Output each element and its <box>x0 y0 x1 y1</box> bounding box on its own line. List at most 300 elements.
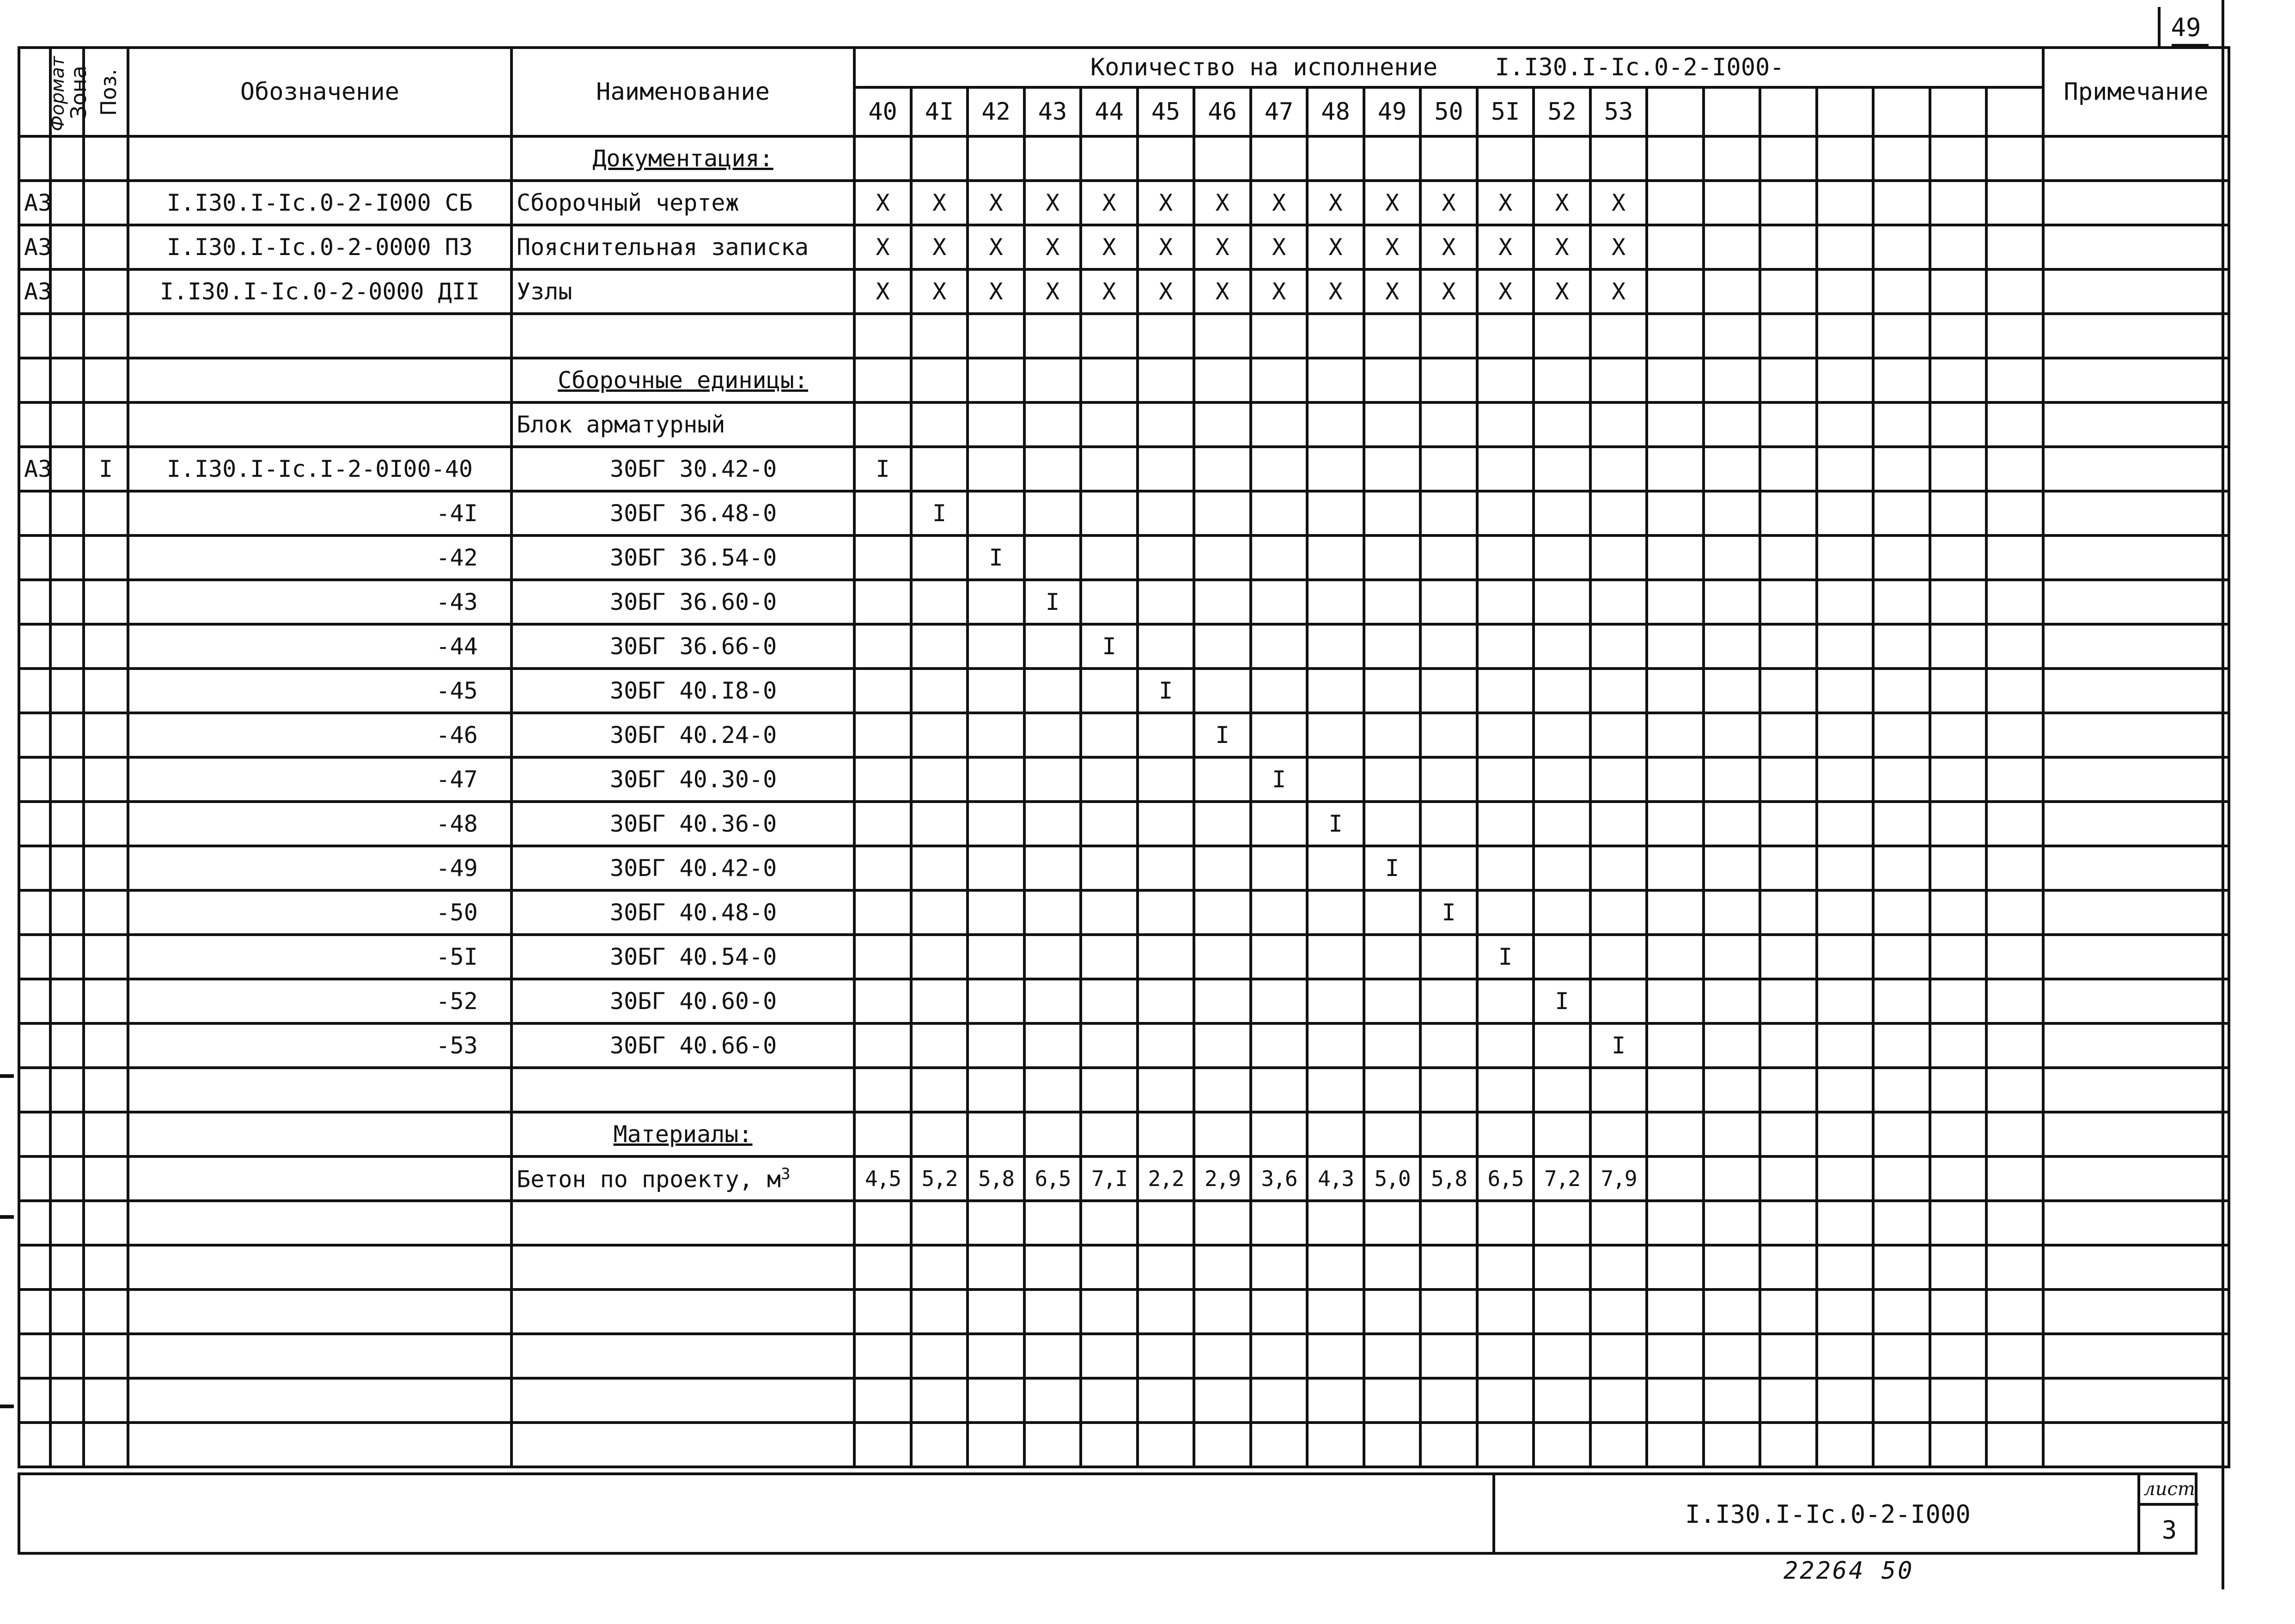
quantity-cell <box>1817 1334 1873 1378</box>
name-text: 30БГ 40.I8-0 <box>610 677 777 704</box>
quantity-cell <box>1194 1334 1251 1378</box>
quantity-cell <box>1534 890 1590 935</box>
format-cell <box>19 802 50 846</box>
quantity-cell <box>1760 802 1817 846</box>
name-text: 30БГ 40.60-0 <box>610 988 777 1015</box>
variant-header-cell <box>1930 87 1986 136</box>
quantity-cell <box>1986 447 2043 491</box>
quantity-cell <box>1534 935 1590 979</box>
format-cell <box>19 1289 50 1334</box>
quantity-cell <box>1477 136 1534 181</box>
note-cell <box>2043 402 2229 447</box>
quantity-cell <box>1760 1023 1817 1068</box>
pos-cell <box>84 402 128 447</box>
variant-header-cell: 43 <box>1024 87 1081 136</box>
quantity-cell <box>1817 669 1873 713</box>
quantity-cell <box>1930 1378 1986 1423</box>
quantity-cell <box>1420 1245 1477 1289</box>
quantity-cell <box>1251 491 1307 535</box>
quantity-cell <box>1817 402 1873 447</box>
quantity-cell <box>1251 1245 1307 1289</box>
quantity-cell <box>968 491 1024 535</box>
quantity-cell <box>854 314 911 358</box>
quantity-cell <box>1760 669 1817 713</box>
name-cell <box>511 802 854 846</box>
quantity-cell <box>1930 1112 1986 1156</box>
quantity-cell <box>1251 580 1307 624</box>
quantity-cell <box>1760 713 1817 757</box>
quantity-cell <box>1251 358 1307 402</box>
zone-cell <box>50 136 84 181</box>
quantity-cell <box>1873 269 1930 314</box>
pos-cell <box>84 1378 128 1423</box>
quantity-cell <box>1420 1378 1477 1423</box>
designation-cell <box>128 1378 511 1423</box>
quantity-cell <box>1873 757 1930 802</box>
quantity-cell <box>1930 491 1986 535</box>
designation-cell <box>128 1245 511 1289</box>
pos-cell <box>84 1201 128 1245</box>
quantity-cell <box>1704 225 1760 269</box>
quantity-cell <box>1194 802 1251 846</box>
quantity-cell <box>968 802 1024 846</box>
quantity-cell <box>1364 535 1420 580</box>
quantity-cell <box>854 1289 911 1334</box>
quantity-cell <box>1251 1112 1307 1156</box>
note-cell <box>2043 1156 2229 1201</box>
quantity-cell <box>854 890 911 935</box>
quantity-cell <box>1251 402 1307 447</box>
quantity-cell <box>1024 535 1081 580</box>
designation-cell <box>128 1289 511 1334</box>
quantity-cell: 7,I <box>1081 1156 1138 1201</box>
quantity-cell <box>1024 802 1081 846</box>
quantity-cell: Х <box>911 181 968 225</box>
quantity-cell <box>1986 491 2043 535</box>
pos-cell <box>84 1423 128 1467</box>
name-text: 30БГ 40.66-0 <box>610 1032 777 1059</box>
format-cell: А3 <box>19 225 50 269</box>
zone-cell <box>50 713 84 757</box>
pos-cell <box>84 669 128 713</box>
zone-cell <box>50 1156 84 1201</box>
quantity-cell <box>1420 447 1477 491</box>
quantity-cell <box>968 979 1024 1023</box>
quantity-cell <box>1590 669 1647 713</box>
quantity-cell <box>1760 1334 1817 1378</box>
table-row <box>19 979 2229 1023</box>
quantity-cell <box>1307 136 1364 181</box>
quantity-cell <box>1986 1289 2043 1334</box>
quantity-cell <box>1364 314 1420 358</box>
quantity-cell <box>1477 1289 1534 1334</box>
quantity-cell <box>1307 1201 1364 1245</box>
quantity-cell <box>1986 1201 2043 1245</box>
quantity-cell <box>1873 314 1930 358</box>
note-cell <box>2043 1023 2229 1068</box>
quantity-cell <box>1251 535 1307 580</box>
quantity-cell <box>968 402 1024 447</box>
quantity-cell <box>1420 535 1477 580</box>
quantity-cell <box>968 1245 1024 1289</box>
name-cell <box>511 890 854 935</box>
quantity-cell <box>1420 979 1477 1023</box>
variant-header-cell: 45 <box>1138 87 1194 136</box>
quantity-cell <box>1986 580 2043 624</box>
quantity-cell <box>1986 1112 2043 1156</box>
quantity-cell <box>1477 890 1534 935</box>
format-cell <box>19 1023 50 1068</box>
quantity-cell <box>1024 491 1081 535</box>
quantity-cell <box>1420 1201 1477 1245</box>
quantity-cell <box>1647 1289 1704 1334</box>
quantity-cell <box>1704 1423 1760 1467</box>
designation-cell: -47 <box>128 757 511 802</box>
quantity-cell <box>1817 225 1873 269</box>
table-row <box>19 447 2229 491</box>
quantity-cell: Х <box>1251 181 1307 225</box>
quantity-cell <box>854 1334 911 1378</box>
note-cell <box>2043 225 2229 269</box>
quantity-cell <box>1930 358 1986 402</box>
quantity-cell <box>968 1423 1024 1467</box>
quantity-cell <box>1930 802 1986 846</box>
quantity-cell <box>1647 1068 1704 1112</box>
pos-cell <box>84 535 128 580</box>
name-cell <box>511 491 854 535</box>
quantity-cell <box>1986 225 2043 269</box>
quantity-cell <box>1534 802 1590 846</box>
quantity-cell <box>1647 890 1704 935</box>
zone-cell <box>50 979 84 1023</box>
quantity-cell <box>911 447 968 491</box>
name-text: Пояснительная записка <box>517 234 809 261</box>
table-row <box>19 269 2229 314</box>
quantity-cell <box>1930 1156 1986 1201</box>
quantity-cell <box>1930 846 1986 890</box>
quantity-cell <box>1477 713 1534 757</box>
quantity-cell <box>1930 225 1986 269</box>
quantity-cell <box>1534 1112 1590 1156</box>
quantity-cell <box>1477 447 1534 491</box>
quantity-cell <box>1477 979 1534 1023</box>
quantity-cell <box>1307 1068 1364 1112</box>
format-cell <box>19 314 50 358</box>
variant-header-cell <box>1873 87 1930 136</box>
quantity-cell <box>1138 535 1194 580</box>
quantity-cell <box>1194 1023 1251 1068</box>
name-text: 30БГ 40.24-0 <box>610 722 777 748</box>
pos-cell <box>84 1156 128 1201</box>
note-cell <box>2043 669 2229 713</box>
quantity-cell <box>1817 624 1873 669</box>
quantity-cell <box>1647 1023 1704 1068</box>
quantity-cell <box>1986 1156 2043 1201</box>
pos-cell <box>84 1112 128 1156</box>
quantity-cell <box>968 580 1024 624</box>
quantity-cell <box>1590 890 1647 935</box>
quantity-cell <box>854 757 911 802</box>
quantity-cell <box>968 846 1024 890</box>
quantity-cell: I <box>911 491 968 535</box>
quantity-cell <box>1024 1423 1081 1467</box>
quantity-cell <box>1873 491 1930 535</box>
quantity-cell <box>1873 1156 1930 1201</box>
quantity-cell <box>911 935 968 979</box>
zone-cell <box>50 1112 84 1156</box>
quantity-cell <box>854 935 911 979</box>
pos-cell <box>84 1068 128 1112</box>
quantity-cell <box>1194 1068 1251 1112</box>
designation-cell: I.I30.I-Ic.0-2-0000 ПЗ <box>128 225 511 269</box>
quantity-cell <box>1760 890 1817 935</box>
quantity-cell <box>1364 447 1420 491</box>
quantity-cell <box>1817 358 1873 402</box>
table-row <box>19 1023 2229 1068</box>
quantity-cell <box>1307 535 1364 580</box>
table-row <box>19 624 2229 669</box>
quantity-cell <box>1024 1245 1081 1289</box>
variant-header-cell: 46 <box>1194 87 1251 136</box>
quantity-cell <box>1534 1201 1590 1245</box>
zone-cell <box>50 1201 84 1245</box>
quantity-cell <box>1760 491 1817 535</box>
quantity-cell <box>1647 580 1704 624</box>
quantity-cell <box>1590 402 1647 447</box>
table-row <box>19 935 2229 979</box>
format-cell <box>19 935 50 979</box>
quantity-cell <box>1760 1289 1817 1334</box>
quantity-cell <box>1986 624 2043 669</box>
quantity-cell <box>1420 1023 1477 1068</box>
quantity-cell <box>1251 713 1307 757</box>
pos-cell <box>84 225 128 269</box>
designation-cell <box>128 1112 511 1156</box>
margin-tick <box>0 1405 14 1408</box>
quantity-cell <box>968 1023 1024 1068</box>
quantity-cell <box>1024 757 1081 802</box>
quantity-cell <box>1704 1245 1760 1289</box>
name-text: 30БГ 36.66-0 <box>610 633 777 660</box>
quantity-cell <box>1647 1378 1704 1423</box>
quantity-cell <box>1307 1378 1364 1423</box>
quantity-cell <box>911 713 968 757</box>
note-cell <box>2043 979 2229 1023</box>
quantity-cell <box>1760 846 1817 890</box>
quantity-cell: I <box>1590 1023 1647 1068</box>
quantity-cell: Х <box>968 225 1024 269</box>
quantity-cell <box>1704 535 1760 580</box>
header-quantity-label: Количество на исполнение <box>1090 54 1438 81</box>
quantity-cell <box>1138 358 1194 402</box>
quantity-cell <box>1704 402 1760 447</box>
quantity-cell: 2,9 <box>1194 1156 1251 1201</box>
quantity-cell <box>1760 314 1817 358</box>
quantity-cell <box>1986 402 2043 447</box>
header-pos: Поз. <box>84 48 128 136</box>
variant-header-cell: 4I <box>911 87 968 136</box>
quantity-cell <box>1817 713 1873 757</box>
quantity-cell <box>1590 1423 1647 1467</box>
quantity-cell <box>1760 935 1817 979</box>
quantity-cell <box>1873 935 1930 979</box>
quantity-cell <box>1873 1289 1930 1334</box>
quantity-cell <box>1307 1334 1364 1378</box>
quantity-cell <box>1534 1378 1590 1423</box>
zone-cell <box>50 1245 84 1289</box>
quantity-cell: Х <box>1194 269 1251 314</box>
quantity-cell <box>1138 1068 1194 1112</box>
quantity-cell <box>1704 181 1760 225</box>
name-text: 30БГ 30.42-0 <box>610 456 777 482</box>
quantity-cell <box>1817 1201 1873 1245</box>
quantity-cell: 4,5 <box>854 1156 911 1201</box>
quantity-cell <box>1364 1068 1420 1112</box>
quantity-cell <box>968 358 1024 402</box>
header-quantity-code: I.I30.I-Ic.0-2-I000- <box>1495 54 1784 81</box>
quantity-cell <box>1081 535 1138 580</box>
quantity-cell <box>1647 757 1704 802</box>
table-row <box>19 136 2229 181</box>
table-header-row <box>19 48 2229 87</box>
quantity-cell <box>1024 402 1081 447</box>
quantity-cell <box>1986 713 2043 757</box>
quantity-cell <box>1477 1378 1534 1423</box>
quantity-cell <box>1081 1201 1138 1245</box>
quantity-cell <box>1760 181 1817 225</box>
quantity-cell <box>1986 136 2043 181</box>
name-cell <box>511 225 854 269</box>
quantity-cell <box>1590 802 1647 846</box>
quantity-cell <box>1534 535 1590 580</box>
quantity-cell <box>1194 757 1251 802</box>
note-cell <box>2043 757 2229 802</box>
pos-cell <box>84 580 128 624</box>
name-cell <box>511 624 854 669</box>
quantity-cell <box>1081 1289 1138 1334</box>
quantity-cell <box>968 314 1024 358</box>
table-row <box>19 757 2229 802</box>
quantity-cell <box>1081 890 1138 935</box>
note-cell <box>2043 136 2229 181</box>
note-cell <box>2043 1245 2229 1289</box>
quantity-cell: Х <box>1364 269 1420 314</box>
table-row <box>19 1112 2229 1156</box>
designation-cell <box>128 402 511 447</box>
variant-header-cell: 49 <box>1364 87 1420 136</box>
quantity-cell <box>1364 1334 1420 1378</box>
name-cell <box>511 713 854 757</box>
quantity-cell <box>1647 269 1704 314</box>
format-cell: А3 <box>19 181 50 225</box>
quantity-cell: Х <box>1024 269 1081 314</box>
quantity-cell <box>1534 1423 1590 1467</box>
quantity-cell <box>1930 624 1986 669</box>
quantity-cell <box>911 757 968 802</box>
name-text: Документация: <box>592 145 773 172</box>
quantity-cell <box>1364 1112 1420 1156</box>
quantity-cell: Х <box>968 269 1024 314</box>
quantity-cell: Х <box>1081 269 1138 314</box>
quantity-cell: 6,5 <box>1024 1156 1081 1201</box>
quantity-cell <box>1477 669 1534 713</box>
quantity-cell: Х <box>1534 225 1590 269</box>
quantity-cell <box>1194 1423 1251 1467</box>
quantity-cell <box>1420 1289 1477 1334</box>
note-cell <box>2043 713 2229 757</box>
zone-cell <box>50 1289 84 1334</box>
quantity-cell <box>1704 1378 1760 1423</box>
format-cell <box>19 402 50 447</box>
quantity-cell <box>1590 713 1647 757</box>
quantity-cell <box>1704 935 1760 979</box>
note-cell <box>2043 935 2229 979</box>
quantity-cell <box>1364 1289 1420 1334</box>
format-cell <box>19 1068 50 1112</box>
document-code: I.I30.I-Ic.0-2-I000 <box>1685 1500 1971 1529</box>
quantity-cell <box>1986 535 2043 580</box>
note-cell <box>2043 314 2229 358</box>
quantity-cell <box>1647 358 1704 402</box>
designation-cell: I.I30.I-Ic.0-2-I000 СБ <box>128 181 511 225</box>
quantity-cell <box>1930 1334 1986 1378</box>
name-superscript: 3 <box>780 1164 791 1183</box>
quantity-cell <box>1760 757 1817 802</box>
quantity-cell <box>1760 225 1817 269</box>
variant-header-cell: 48 <box>1307 87 1364 136</box>
designation-cell: I.I30.I-Ic.I-2-0I00-40 <box>128 447 511 491</box>
quantity-cell: Х <box>1477 225 1534 269</box>
quantity-cell <box>1138 846 1194 890</box>
quantity-cell <box>1477 757 1534 802</box>
variant-header-cell: 53 <box>1590 87 1647 136</box>
table-row <box>19 491 2229 535</box>
format-cell: А3 <box>19 269 50 314</box>
note-cell <box>2043 580 2229 624</box>
quantity-cell <box>1760 1201 1817 1245</box>
quantity-cell <box>1024 136 1081 181</box>
zone-cell <box>50 846 84 890</box>
designation-cell <box>128 136 511 181</box>
zone-cell <box>50 890 84 935</box>
quantity-cell: Х <box>1364 225 1420 269</box>
pos-cell: I <box>84 447 128 491</box>
quantity-cell <box>968 1378 1024 1423</box>
quantity-cell: I <box>1251 757 1307 802</box>
table-row <box>19 314 2229 358</box>
quantity-cell <box>1364 136 1420 181</box>
quantity-cell: Х <box>1307 181 1364 225</box>
quantity-cell <box>1817 1156 1873 1201</box>
name-text: Узлы <box>517 278 572 305</box>
zone-cell <box>50 580 84 624</box>
quantity-cell <box>1307 1023 1364 1068</box>
quantity-cell: Х <box>1477 181 1534 225</box>
quantity-cell <box>1138 491 1194 535</box>
quantity-cell <box>1534 580 1590 624</box>
name-cell <box>511 402 854 447</box>
quantity-cell: Х <box>854 181 911 225</box>
quantity-cell <box>1986 1068 2043 1112</box>
quantity-cell <box>1138 1289 1194 1334</box>
quantity-cell <box>1024 314 1081 358</box>
quantity-cell <box>1194 491 1251 535</box>
quantity-cell <box>1534 136 1590 181</box>
quantity-cell <box>1420 1334 1477 1378</box>
quantity-cell <box>854 491 911 535</box>
quantity-cell <box>1251 1201 1307 1245</box>
quantity-cell: I <box>1194 713 1251 757</box>
